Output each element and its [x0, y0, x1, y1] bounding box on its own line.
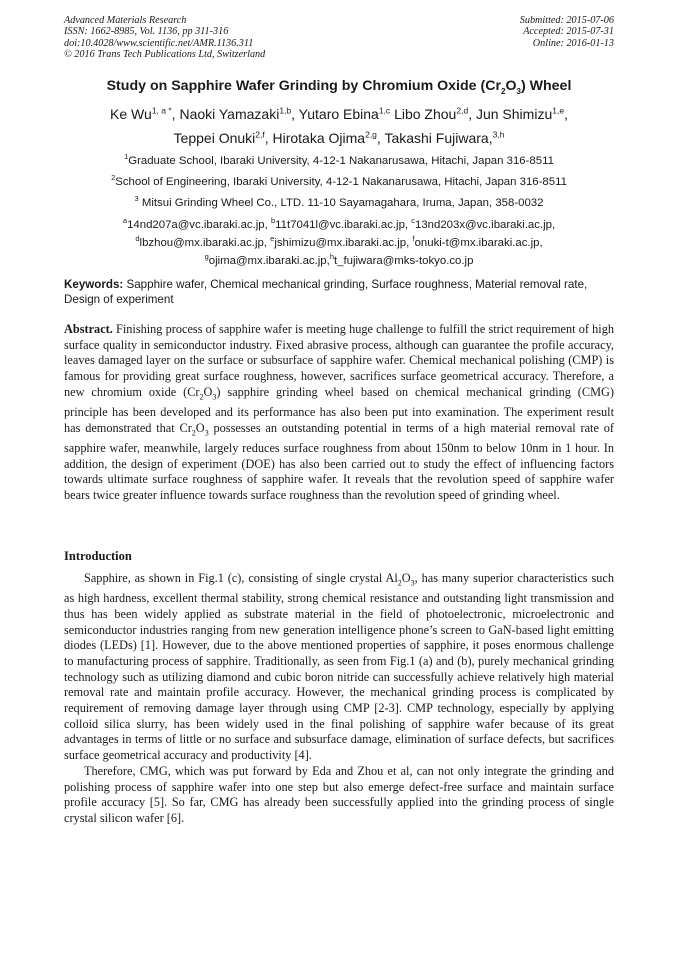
email[interactable]: $^a$14nd207a@vc.ibaraki.ac.jp,: [122, 216, 271, 231]
affiliation: $^1$Graduate School, Ibaraki University, 4-12-1 Nakanarusawa, Hitachi, Japan 316-8511: [124, 152, 554, 167]
author: Teppei Onuki$^{2,f}$,: [173, 129, 273, 147]
publication-dates: [520, 15, 614, 49]
email-list: [64, 214, 614, 269]
journal-issn: ISSN: 1662-8985, Vol. 1136, pp 311-316: [64, 26, 229, 38]
keywords-text: Sapphire wafer, Chemical mechanical grinding, Surface roughness, Material removal rate, Design of experiment: [64, 278, 588, 306]
keywords-label: Keywords:: [64, 278, 124, 291]
journal-info: [64, 15, 265, 61]
abstract: Abstract. Finishing process of sapphire wafer is meeting huge challenge to fulfill the strict requirement of high surface quality in semiconductor industry. Fixed abrasive process, although can guarantee the profile accuracy, leaves damaged layer on the surface or subsurface of sapphire wafer. Chemical mechanical polishing (CMP) is famous for providing great surface roughness, however, sacrifices surface geometrical accuracy. Therefore, a new chromium oxide $(Cr_2O_3)$ sapphire grinding wheel based on chemical mechanical grinding (CMG) principle has been developed and its performance has also been put into examination. The experiment result has demonstrated that $Cr_2O_3$ possesses an outstanding potential in terms of a high material removal rate of sapphire wafer, meanwhile, largely reduces surface roughness from about 150nm to below 10nm in 1 hour. In addition, the design of experiment (DOE) has also been carried out to study the effect of influencing factors towards ultimate surface roughness of sapphire wafer. It reveals that the revolution speed of sapphire wafer bears twice greater influence towards surface roughness than the revolution speed of grinding wheel.: [64, 322, 614, 502]
author: Yutaro Ebina$^{1,c}$: [298, 105, 391, 122]
journal-name: Advanced Materials Research: [64, 15, 187, 26]
submitted-date: Submitted: 2015-07-06: [519, 15, 614, 26]
introduction-body: [64, 571, 614, 827]
email[interactable]: $^e$jshimizu@mx.ibaraki.ac.jp,: [270, 234, 413, 250]
paper-title: Study on Sapphire Wafer Grinding by Chromium Oxide $(Cr_2O_3)$ Wheel: [106, 78, 572, 96]
email[interactable]: $^g$ojima@mx.ibaraki.ac.jp,: [204, 252, 330, 268]
email[interactable]: $^h$t_fujiwara@mks-tokyo.co.jp: [329, 252, 474, 268]
online-date: Online: 2016-01-13: [532, 37, 614, 49]
email[interactable]: $^f$onuki-t@mx.ibaraki.ac.jp,: [412, 234, 543, 250]
accepted-date: Accepted: 2015-07-31: [523, 26, 614, 38]
keywords: [64, 277, 614, 307]
email[interactable]: $^d$lbzhou@mx.ibaraki.ac.jp,: [135, 234, 271, 250]
affiliation: $^3$ Mitsui Grinding Wheel Co., LTD. 11-10 Sayamagahara, Iruma, Japan, 358-0032: [134, 194, 544, 209]
author: Ke $Wu^{1, a *}$,: [110, 105, 180, 122]
abstract-label: Abstract.: [64, 322, 113, 336]
author: Takashi Fujiwara,$^{3,h}$: [384, 129, 505, 147]
paragraph: Therefore, CMG, which was put forward by Eda and Zhou et al, can not only integrate the grinding and polishing process of sapphire wafer into one step but also emerge defect-free surface and maintain surface profile accuracy [5]. So far, CMG has already been successfully applied into the grinding process of single crystal silicon wafer [6].: [64, 763, 614, 825]
author-list: [64, 100, 614, 149]
author: Hirotaka Ojima$^{2,g}$,: [272, 129, 385, 147]
journal-doi: doi:10.4028/www.scientific.net/AMR.1136.311: [64, 37, 254, 49]
email[interactable]: $^c$13nd203x@vc.ibaraki.ac.jp,: [411, 216, 556, 231]
affiliation: $^2$School of Engineering, Ibaraki University, 4-12-1 Nakanarusawa, Hitachi, Japan 316-8511: [111, 173, 567, 188]
email[interactable]: $^b$11t7041l@vc.ibaraki.ac.jp,: [270, 216, 412, 231]
journal-copyright: © 2016 Trans Tech Publications Ltd, Switzerland: [64, 49, 266, 61]
author: Naoki Yamazaki$^{1,b}$,: [179, 105, 299, 122]
paragraph: Sapphire, as shown in Fig.1 (c), consisting of single crystal $Al_2O_3$, has many superior characteristics such as high hardness, excellent thermal stability, strong chemical resistance and outstanding light transmission and thus has been widely applied as substrate material in the field of photoelectronic, microelectronic and semiconductor industries ranging from new generation intelligence phone’s screen to GaN-based light emitting diodes (LEDs) [1]. However, due to the above mentioned properties of sapphire, it poses enormous challenge to manufacturing process of sapphire. Traditionally, as seen from Fig.1 (a) and (b), purely mechanical grinding technology such as utilizing diamond and cubic boron nitride can successfully achieve relatively high material removal rate and maintain profile accuracy. However, the mechanical grinding process is complicated by requirement of removing damage layer through using CMP [2-3]. CMP technology, especially by applying colloid silica slurry, has been widely used in the final polishing of sapphire wafer because of its great advantages in terms of little or no surface and subsurface damage, elimination of surface defects, but sacrifices surface geometrical accuracy and productivity [4].: [64, 571, 614, 763]
author: Jun Shimizu$^{1,e}$,: [475, 105, 568, 122]
section-heading-introduction: Introduction: [64, 549, 132, 563]
author: Libo Zhou$^{2,d}$,: [394, 105, 476, 122]
